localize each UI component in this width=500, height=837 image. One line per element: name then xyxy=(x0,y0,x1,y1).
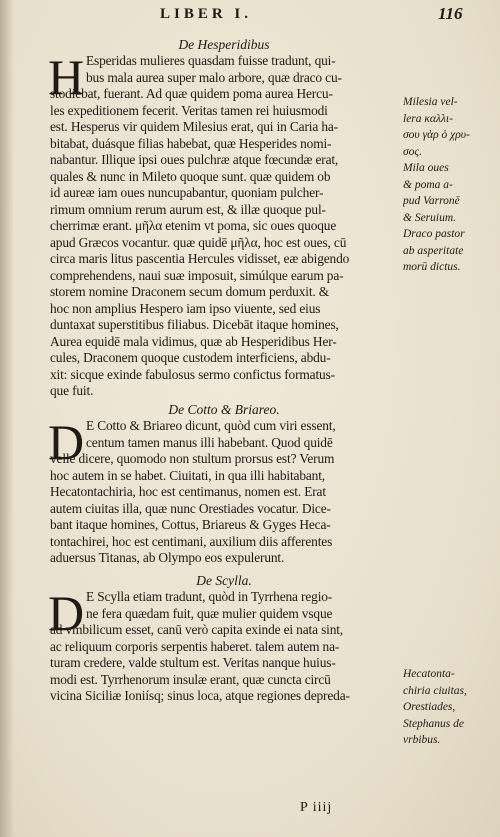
text-line: E Scylla etiam tradunt, quòd in Tyrrhena regio- xyxy=(86,589,333,604)
drop-initial: D xyxy=(48,414,85,470)
section-heading: De Cotto & Briareo. xyxy=(168,402,280,417)
section-body xyxy=(48,585,398,705)
text-line: vicina Siciliæ Ioniísq; sinus loca, atque regiones depreda- xyxy=(50,688,350,703)
text-line: comprehendens, naui suæ imposuit, simúlque earum pa- xyxy=(50,267,344,283)
section-body xyxy=(48,49,398,400)
margin-note-line: Orestiades, xyxy=(403,701,456,713)
section-body xyxy=(48,414,398,567)
margin-note-line: lera καλλι- xyxy=(403,112,453,125)
text-line: rimum omnium rerum aurum est, & illæ quoque pul- xyxy=(50,201,326,217)
text-line: bitabat, duásque filias habebat, quæ Hesperides nomi- xyxy=(50,135,332,151)
running-head: LIBER I. xyxy=(160,6,253,22)
margin-notes-hecatontachiria xyxy=(403,666,495,749)
margin-note-line: ab asperitate xyxy=(403,244,464,257)
text-line: ac reliquum corporis serpentis haberet. talem autem na- xyxy=(50,638,340,654)
text-line: hoc non amplius Hespero iam ipso viuente, sed eius xyxy=(50,300,321,316)
text-line: est. Hesperus vir quidem Milesius erat, qui in Caria ha- xyxy=(50,119,338,134)
text-line: Hecatontachiria, hoc est centimanus, nomen est. Erat xyxy=(50,484,326,499)
text-line: bant itaque homines, Cottus, Briareus & Gyges Heca- xyxy=(50,517,331,532)
margin-notes-hesperides xyxy=(403,94,495,276)
margin-note-line: σος. xyxy=(403,145,422,158)
text-line: circa maris litus pascentia Hercules vidisset, eæ abigendo xyxy=(50,251,350,266)
page-number: 116 xyxy=(438,4,463,23)
text-line: id aureæ iam oues nuncupabantur, quoniam pulcher- xyxy=(50,185,324,200)
drop-initial: H xyxy=(48,49,85,105)
text-line: E Cotto & Briareo dicunt, quòd cum viri essent, xyxy=(86,418,336,433)
text-line: modi est. Tyrrhenorum insulæ erant, quæ cuncta circū xyxy=(50,671,331,687)
margin-note-line: Stephanus de xyxy=(403,717,465,730)
text-line: Esperidas mulieres quasdam fuisse tradunt, qui- xyxy=(86,53,336,68)
section-heading: De Hesperidibus xyxy=(178,37,270,52)
margin-note-line: σου γὰρ ὁ χρυ- xyxy=(403,129,470,141)
signature-mark: P iiij xyxy=(300,800,333,815)
margin-note-line: pud Varronē xyxy=(403,195,460,207)
page-gutter-shadow xyxy=(0,0,14,837)
margin-note-line: & Seruium. xyxy=(403,211,457,224)
text-line: cherrimæ erant. μῆλα etenim vt poma, sic oues quoque xyxy=(50,218,337,233)
margin-note-line: vrbibus. xyxy=(403,734,441,746)
text-line: ad vmbilicum esset, canū verò capita exinde ei nata sint, xyxy=(50,622,344,637)
text-line: aduersus Titanas, ab Olympo eos expulerunt. xyxy=(50,550,285,565)
text-line: turam credere, valde stultum est. Veritas nanque huius- xyxy=(50,655,336,670)
text-line: autem ciuitas illa, quæ nunc Orestiades vocatur. Dice- xyxy=(50,500,331,516)
text-line: bus mala aurea super malo arbore, quæ draco cu- xyxy=(86,69,342,85)
text-line: les expeditionem fecerit. Veritas tamen rei huiusmodi xyxy=(50,102,328,118)
margin-note-line: morū dictus. xyxy=(403,261,461,273)
section-heading: De Scylla. xyxy=(196,573,252,588)
text-line: cules, Draconem quoque custodem interficiens, abdu- xyxy=(50,350,331,365)
text-line: Aurea equidē mala vidimus, quæ ab Hesperidibus Her- xyxy=(50,333,337,349)
section-scylla xyxy=(50,572,398,705)
margin-note-line: Draco pastor xyxy=(403,228,465,240)
margin-note-line: Hecatonta- xyxy=(403,668,455,680)
text-line: nabantur. Illique ipsi oues pulchræ atque fœcundæ erat, xyxy=(50,152,339,167)
text-line: duntaxat superstitibus filiabus. Dicebāt itaque homines, xyxy=(50,317,339,332)
drop-initial: D xyxy=(48,585,85,641)
text-line: quales & nunc in Mileto quoque sunt. quæ quidem ob xyxy=(50,168,331,184)
margin-note-line: & poma a- xyxy=(403,178,453,191)
text-line: storem nomine Draconem secum domum perduxit. & xyxy=(50,284,330,299)
margin-note-line: Mila oues xyxy=(403,162,449,174)
text-line: que fuit. xyxy=(50,383,94,398)
text-line: ne fera quædam fuit, quæ mulier quidem vsque xyxy=(86,605,333,621)
text-line: xit: sicque exinde fabulosus sermo confictus formatus- xyxy=(50,366,335,382)
margin-note-line: Milesia vel- xyxy=(403,96,458,108)
text-line: hoc autem in se habet. Ciuitati, in qua illi habitabant, xyxy=(50,467,325,483)
text-line: velle dicere, quomodo non stultum prorsus est? Verum xyxy=(50,451,335,466)
text-line: stodiebat, fuerant. Ad quæ quidem poma aurea Hercu- xyxy=(50,86,333,101)
text-line: tontachirei, hoc est centimani, auxilium diis afferentes xyxy=(50,533,333,549)
section-hesperides xyxy=(50,36,398,400)
section-cotto-briareo xyxy=(50,401,398,567)
text-line: apud Græcos vocantur. quæ quidē μῆλα, hoc est oues, cū xyxy=(50,234,347,250)
margin-note-line: chiria ciuitas, xyxy=(403,684,467,697)
text-line: centum tamen manus illi habebant. Quod quidē xyxy=(86,434,333,450)
